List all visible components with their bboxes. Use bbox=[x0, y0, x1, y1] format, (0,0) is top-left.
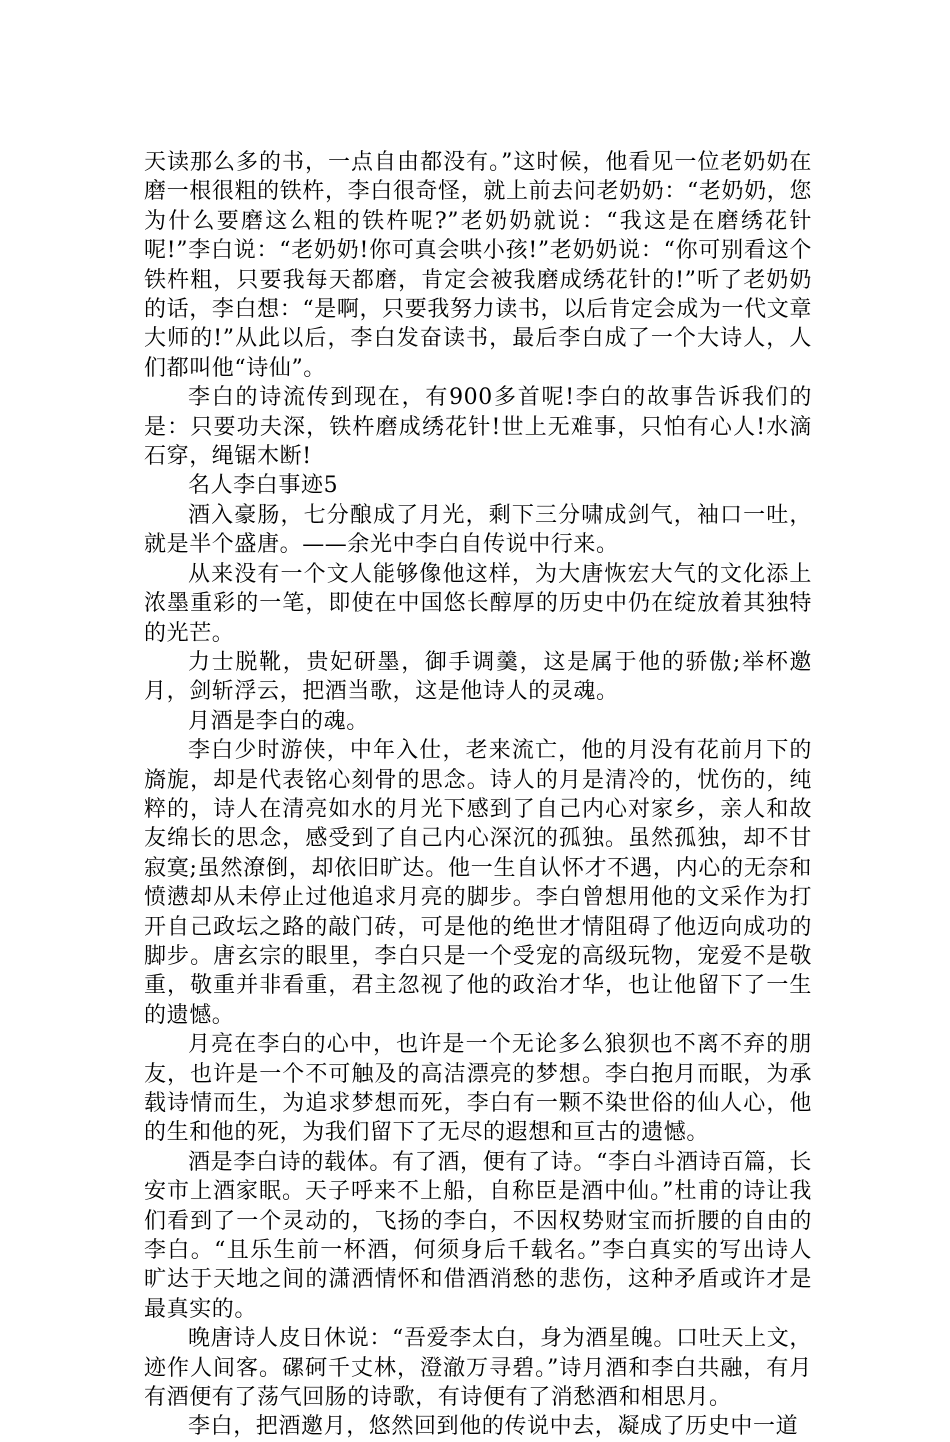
section-heading: 名人李白事迹5 bbox=[188, 473, 339, 499]
paragraph: 李白，把酒邀月，悠然回到他的传说中去，凝成了历史中一道 bbox=[188, 1414, 799, 1440]
paragraph: 酒是李白诗的载体。有了酒，便有了诗。“李白斗酒诗百篇，长安市上酒家眠。天子呼来不上船，自称臣是酒中仙。”杜甫的诗让我们看到了一个灵动的，飞扬的李白，不因权势财宝而折腰的自由的李白。“且乐生前一杯酒，何须身后千载名。”李白真实的写出诗人旷达于天地之间的潇洒情怀和借酒消愁的悲伤，这种矛盾或许才是最真实的。 bbox=[144, 1149, 812, 1322]
paragraph: 李白的诗流传到现在，有900多首呢!李白的故事告诉我们的是：只要功夫深，铁杵磨成绣花针!世上无难事，只怕有心人!水滴石穿，绳锯木断! bbox=[144, 385, 812, 470]
paragraph: 月亮在李白的心中，也许是一个无论多么狼狈也不离不弃的朋友，也许是一个不可触及的高洁漂亮的梦想。李白抱月而眠，为承载诗情而生，为追求梦想而死，李白有一颗不染世俗的仙人心，他的生和他的死，为我们留下了无尽的遐想和亘古的遗憾。 bbox=[144, 1032, 812, 1146]
paragraph: 晚唐诗人皮日休说：“吾爱李太白，身为酒星魄。口吐天上文，迹作人间客。磥砢千丈林，澄澈万寻碧。”诗月酒和李白共融，有月有酒便有了荡气回肠的诗歌，有诗便有了消愁酒和相思月。 bbox=[144, 1326, 812, 1411]
paragraph: 从来没有一个文人能够像他这样，为大唐恢宏大气的文化添上浓墨重彩的一笔，即使在中国悠长醇厚的历史中仍在绽放着其独特的光芒。 bbox=[144, 561, 812, 646]
paragraph: 酒入豪肠，七分酿成了月光，剩下三分啸成剑气，袖口一吐，就是半个盛唐。——余光中李白自传说中行来。 bbox=[144, 502, 812, 558]
document-body bbox=[144, 148, 812, 1442]
paragraph-continued: 天读那么多的书，一点自由都没有。”这时候，他看见一位老奶奶在磨一根很粗的铁杵，李白很奇怪，就上前去问老奶奶：“老奶奶，您为什么要磨这么粗的铁杵呢?”老奶奶就说：“我这是在磨绣花针呢!”李白说：“老奶奶!你可真会哄小孩!”老奶奶说：“你可别看这个铁杵粗，只要我每天都磨，肯定会被我磨成绣花针的!”听了老奶奶的话，李白想：“是啊，只要我努力读书，以后肯定会成为一代文章大师的!”从此以后，李白发奋读书，最后李白成了一个大诗人，人们都叫他“诗仙”。 bbox=[144, 150, 812, 381]
paragraph: 月酒是李白的魂。 bbox=[188, 708, 369, 734]
paragraph: 力士脱靴，贵妃研墨，御手调羹，这是属于他的骄傲;举杯邀月，剑斩浮云，把酒当歌，这是他诗人的灵魂。 bbox=[144, 649, 812, 705]
paragraph: 李白少时游侠，中年入仕，老来流亡，他的月没有花前月下的旖旎，却是代表铭心刻骨的思念。诗人的月是清冷的，忧伤的，纯粹的，诗人在清亮如水的月光下感到了自己内心对家乡，亲人和故友绵长的思念，感受到了自己内心深沉的孤独。虽然孤独，却不甘寂寞;虽然潦倒，却依旧旷达。他一生自认怀才不遇，内心的无奈和愤懑却从未停止过他追求月亮的脚步。李白曾想用他的文采作为打开自己政坛之路的敲门砖，可是他的绝世才情阻碍了他迈向成功的脚步。唐玄宗的眼里，李白只是一个受宠的高级玩物，宠爱不是敬重，敬重并非看重，君主忽视了他的政治才华，也让他留下了一生的遗憾。 bbox=[144, 738, 812, 1028]
